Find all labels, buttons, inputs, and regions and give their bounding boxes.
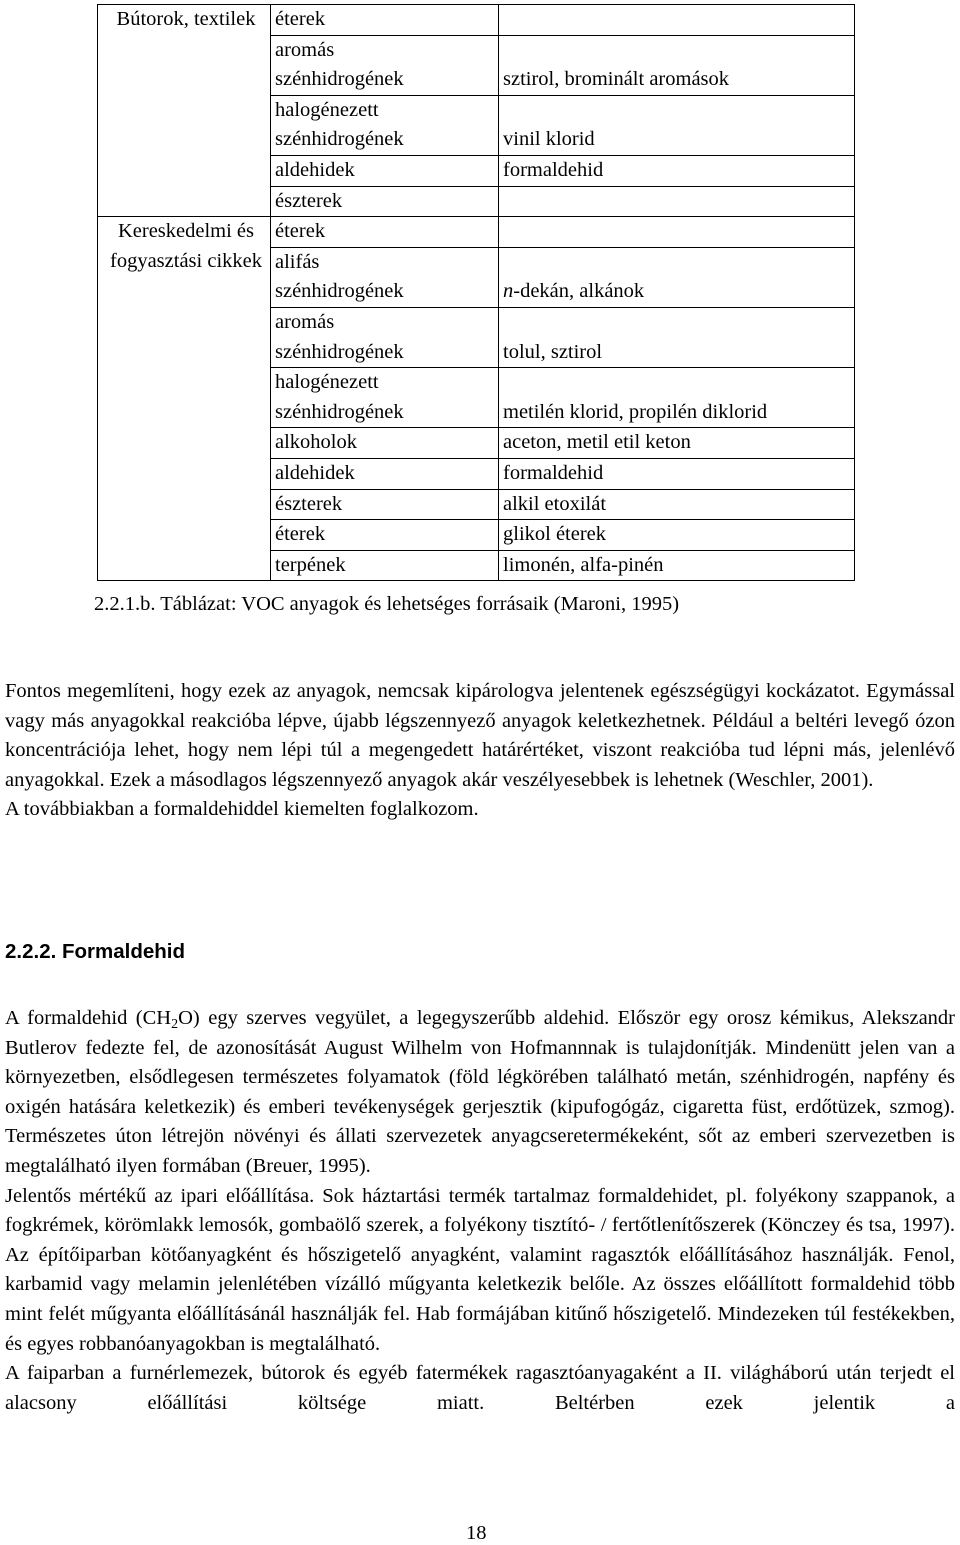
group-line: szénhidrogének (275, 280, 404, 303)
group-line: aromás (275, 310, 335, 333)
group-cell (271, 489, 499, 520)
voc-table (97, 4, 855, 581)
example-line (503, 217, 854, 247)
group-line: aldehidek (275, 158, 355, 181)
group-line: alkoholok (275, 431, 357, 454)
category-cell: Kereskedelmi és fogyasztási cikkek (98, 217, 271, 581)
paragraph-2-text: A formaldehid $(CH_2O)$ egy szerves vegyület, a legegyszerűbb aldehid. Először egy orosz kémikus, Alekszandr Butlerov fedezte fel, de azonosítását August Wilhelm von Hofmannnak is tulajdonítják. Mindenütt jelen van a környezetben, elsődlegesen természetes folyamatok (föld légkörében található metán, szénhidrogén, napfény és oxigén hatására keletkezik) és emberi tevékenységek gerjesztik (kipufogógáz, cigaretta füst, erdőtüzek, szmog). Természetes úton létrejön növényi és állati szervezetek anyagcseretermékeként, sőt az emberi szervezetben is megtalálható ilyen formában (Breuer, 1995). (5, 1007, 956, 1177)
example-line: formaldehid (503, 461, 604, 484)
example-line (503, 5, 854, 35)
example-cell (499, 489, 855, 520)
example-line: sztirol, brominált aromások (503, 68, 730, 91)
example-line: n-dekán, alkánok (503, 280, 645, 303)
group-line: aldehidek (275, 461, 355, 484)
paragraph-3-text: Jelentős mértékű az ipari előállítása. Sok háztartási termék tartalmaz formaldehidet, pl. folyékony szappanok, a fogkrémek, körömlakk lemosók, gombaölő szerek, a folyékony tisztító- / fertőtlenítőszerek (Könczey és tsa, 1997). Az építőiparban kötőanyagként és hőszigetelő anyagként, valamint ragasztók előállításához használják. Fenol, karbamid vagy melamin jelenlétében vízálló műgyanta keletkezik belőle. Az összes előállított formaldehid több mint felét műgyanta előállításánál használják fel. Hab formájában kitűnő hőszigetelő. Mindezeken túl festékekben, és egyes robbanóanyagokban is megtalálható. (5, 1184, 955, 1355)
group-cell (271, 550, 499, 581)
group-cell (271, 186, 499, 217)
group-line: alifás (275, 250, 320, 273)
example-cell (499, 5, 855, 36)
group-cell (271, 307, 499, 367)
group-line: észterek (275, 492, 343, 515)
example-cell (499, 520, 855, 551)
group-line: terpének (275, 553, 346, 576)
group-line: éterek (275, 523, 326, 546)
example-line: tolul, sztirol (503, 340, 603, 363)
group-line: halogénezett (275, 98, 379, 121)
paragraph-1b-text: A továbbiakban a formaldehiddel kiemelten foglalkozom. (5, 798, 479, 821)
example-line: formaldehid (503, 158, 604, 181)
example-line (503, 368, 854, 398)
example-cell (499, 35, 855, 95)
example-line: alkil etoxilát (503, 492, 607, 515)
group-cell (271, 368, 499, 428)
group-cell (271, 5, 499, 36)
group-cell (271, 95, 499, 155)
example-cell (499, 368, 855, 428)
table-row (98, 217, 855, 248)
paragraph-4-text: A faiparban a furnérlemezek, bútorok és egyéb fatermékek ragasztóanyagaként a II. világháború után terjedt el alacsony előállítási költsége miatt. Beltérben ezek jelentik a (5, 1362, 955, 1414)
group-line: aromás (275, 38, 335, 61)
group-line: étere​k (275, 8, 326, 30)
example-line (503, 96, 854, 126)
example-line: glikol éterek (503, 523, 607, 546)
group-line: szénhidrogének (275, 400, 404, 423)
example-line: limonén, alfa-pinén (503, 553, 664, 576)
example-line (503, 36, 854, 66)
group-line: halogénezett (275, 371, 379, 394)
example-cell (499, 95, 855, 155)
example-line: metilén klorid, propilén diklorid (503, 400, 768, 423)
example-cell (499, 307, 855, 367)
table-row (98, 5, 855, 36)
example-cell (499, 247, 855, 307)
group-cell (271, 428, 499, 459)
example-cell (499, 550, 855, 581)
example-cell (499, 217, 855, 248)
group-cell (271, 247, 499, 307)
example-cell (499, 428, 855, 459)
group-cell (271, 217, 499, 248)
example-cell (499, 155, 855, 186)
example-line (503, 187, 854, 217)
example-cell (499, 458, 855, 489)
category-cell: Bútorok, textilek (98, 5, 271, 217)
example-line (503, 308, 854, 338)
group-cell (271, 458, 499, 489)
group-line: szénhidrogének (275, 128, 404, 151)
example-line: vinil klorid (503, 128, 595, 151)
example-line: aceton, metil etil keton (503, 431, 691, 454)
group-cell (271, 35, 499, 95)
section-heading: 2.2.2. Formaldehid (5, 940, 185, 963)
group-line: éterek (275, 220, 326, 243)
group-cell (271, 520, 499, 551)
paragraph-1-text: Fontos megemlíteni, hogy ezek az anyagok, nemcsak kipárologva jelentenek egészségügyi kockázatot. Egymással vagy más anyagokkal reakcióba lépve, újabb légszennyező anyagok keletkezhetnek. Például a beltéri levegő ózon koncentrációja lehet, hogy nem lépi túl a megengedett határértéket, viszont reakcióba tud lépni más, jelenlévő anyagokkal. Ezek a másodlagos légszennyező anyagok akár veszélyesebbek is lehetnek (Weschler, 2001). (5, 680, 955, 791)
example-line (503, 248, 854, 278)
group-line: észterek (275, 189, 343, 212)
paragraph-1 (5, 677, 955, 825)
paragraph-2 (5, 1004, 955, 1418)
group-line: szénhidrogének (275, 340, 404, 363)
table-caption: 2.2.1.b. Táblázat: VOC anyagok és lehetséges forrásaik (Maroni, 1995) (94, 593, 680, 615)
page-number: 18 (466, 1522, 487, 1544)
group-line: szénhidrogének (275, 68, 404, 91)
example-cell (499, 186, 855, 217)
group-cell (271, 155, 499, 186)
